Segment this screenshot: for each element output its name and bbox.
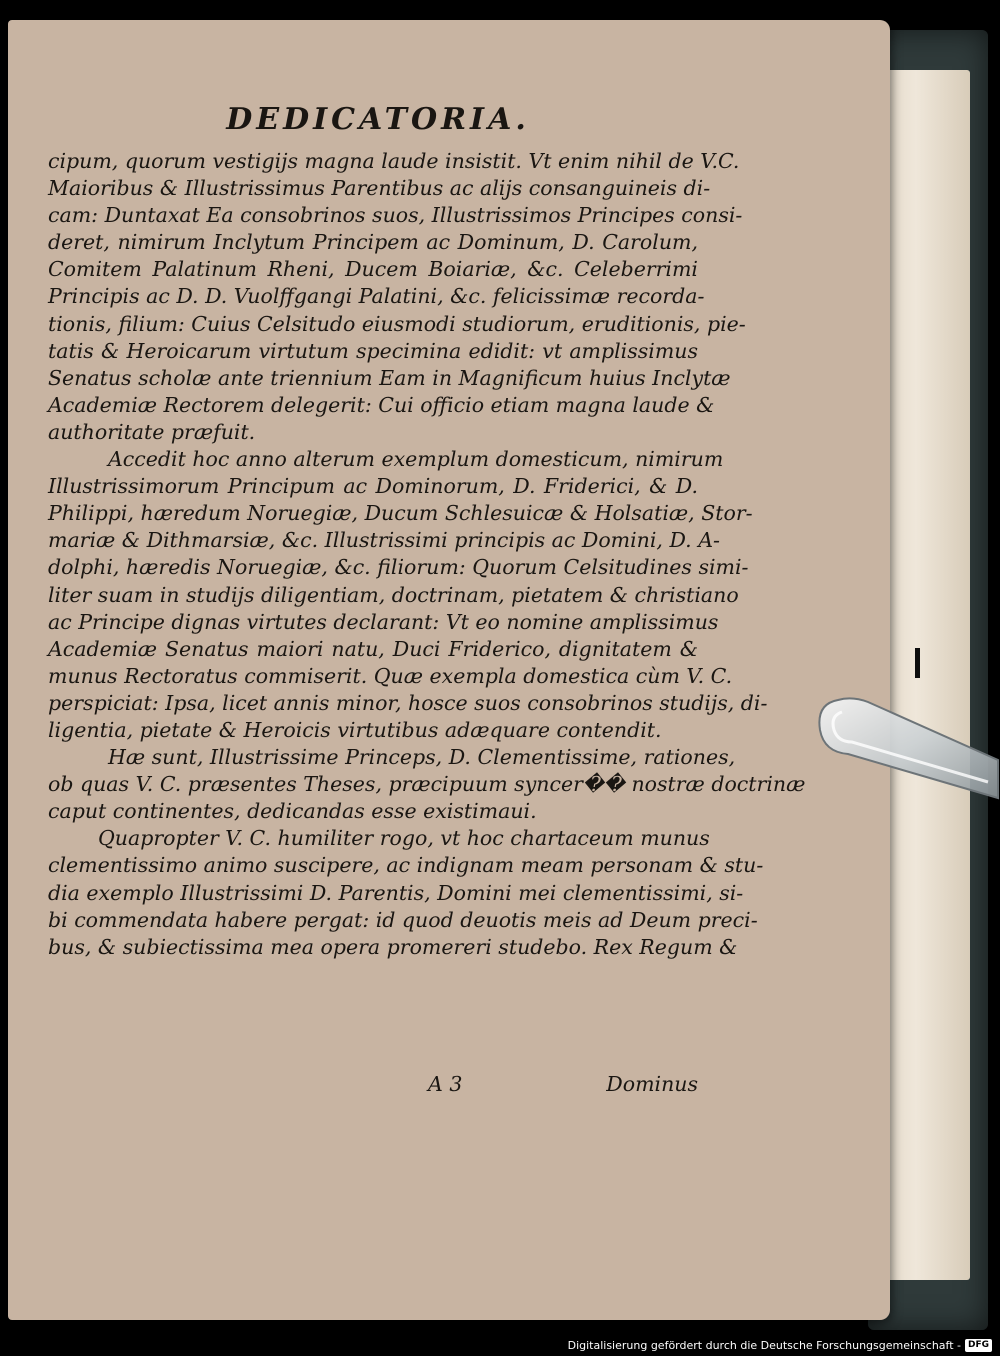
text-line: dia exemplo Illustrissimi D. Parentis, Domini mei clementissimi, si-	[48, 880, 744, 905]
text-line: ligentia, pietate & Heroicis virtutibus adæquare contendit.	[48, 717, 662, 742]
text-line: munus Rectoratus commiserit. Quæ exempla domestica cùm V. C.	[48, 663, 733, 688]
catchword: Dominus	[606, 1072, 698, 1096]
credit-text: Digitalisierung gefördert durch die Deutsche Forschungsgemeinschaft -	[567, 1339, 961, 1352]
dfg-logo-icon: DFG	[965, 1339, 992, 1352]
text-line: perspiciat: Ipsa, licet annis minor, hosce suos consobrinos studijs, di-	[48, 690, 768, 715]
text-line: authoritate præfuit.	[48, 419, 256, 444]
text-line: Hæ sunt, Illustrissime Princeps, D. Clementissime, rationes,	[108, 745, 736, 770]
text-line: Comitem Palatinum Rheni, Ducem Boiariæ, &c. Celeberrimi	[48, 257, 698, 282]
text-block	[48, 148, 806, 961]
text-line: cipum, quorum vestigijs magna laude insistit. Vt enim nihil de V.C.	[48, 149, 740, 173]
text-line: Quapropter V. C. humiliter rogo, vt hoc chartaceum munus	[98, 826, 710, 851]
text-line: cam: Duntaxat Ea consobrinos suos, Illustrissimos Principes consi-	[48, 203, 743, 228]
text-line: dolphi, hæredis Noruegiæ, &c. filiorum: Quorum Celsitudines simi-	[48, 555, 749, 580]
text-line: Principis ac D. D. Vuolffgangi Palatini, &c. felicissimæ recorda-	[48, 284, 705, 309]
text-line: Academiæ Rectorem delegerit: Cui officio etiam magna laude &	[48, 392, 715, 417]
text-line: tionis, filium: Cuius Celsitudo eiusmodi studiorum, eruditionis, pie-	[48, 311, 746, 336]
text-line: Senatus scholæ ante triennium Eam in Magnificum huius Inclytæ	[48, 365, 731, 390]
margin-mark	[915, 648, 920, 678]
text-line: caput continentes, dedicandas esse existimaui.	[48, 799, 537, 824]
text-line: bus, & subiectissima mea opera promereri studebo. Rex Regum &	[48, 934, 738, 959]
text-line: ac Principe dignas virtutes declarant: Vt eo nomine amplissimus	[48, 609, 719, 634]
text-line: Accedit hoc anno alterum exemplum domesticum, nimirum	[108, 447, 724, 472]
glass-clip-icon	[808, 690, 998, 800]
running-head: DEDICATORIA.	[226, 102, 530, 137]
text-line: Illustrissimorum Principum ac Dominorum, D. Friderici, & D.	[48, 474, 698, 499]
text-line: mariæ & Dithmarsiæ, &c. Illustrissimi principis ac Domini, D. A-	[48, 528, 720, 553]
text-line: tatis & Heroicarum virtutum specimina edidit: vt amplissimus	[48, 338, 698, 363]
text-line: Philippi, hæredum Noruegiæ, Ducum Schlesuicæ & Holsatiæ, Stor-	[48, 501, 753, 526]
signature-mark: A 3	[428, 1072, 463, 1096]
text-line: Academiæ Senatus maiori natu, Duci Friderico, dignitatem &	[48, 636, 698, 661]
digitization-credit	[568, 1339, 992, 1352]
book-page	[8, 20, 890, 1320]
text-line: liter suam in studijs diligentiam, doctrinam, pietatem & christiano	[48, 582, 739, 607]
text-line: ob quas V. C. præsentes Theses, præcipuum syncer�� nostræ doctrinæ	[48, 772, 806, 797]
page-stack-edge	[880, 70, 970, 1280]
page-footer	[48, 1072, 698, 1102]
text-line: Maioribus & Illustrissimus Parentibus ac alijs consanguineis di-	[48, 176, 711, 201]
text-line: bi commendata habere pergat: id quod deuotis meis ad Deum preci-	[48, 907, 758, 932]
text-line: clementissimo animo suscipere, ac indignam meam personam & stu-	[48, 853, 764, 878]
text-line: deret, nimirum Inclytum Principem ac Dominum, D. Carolum,	[48, 230, 698, 255]
